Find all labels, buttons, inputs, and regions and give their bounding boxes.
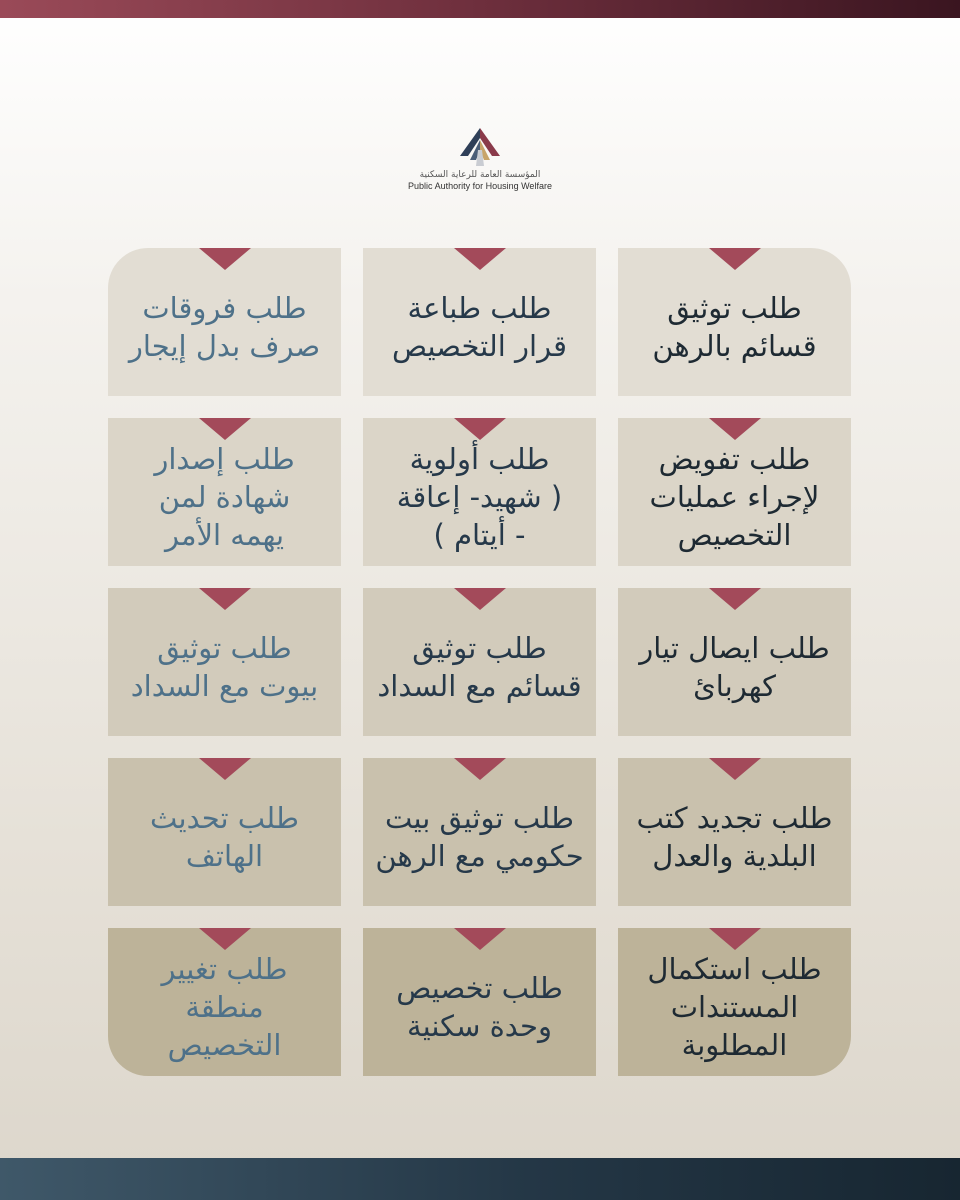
notch-marker [199,928,251,950]
service-label: طلب تغيير منطقة التخصيص [161,952,288,1062]
service-label: طلب توثيق بيت حكومي مع الرهن [375,801,584,873]
notch-marker [454,928,506,950]
notch-marker [709,418,761,440]
notch-marker [454,418,506,440]
service-card-government-house-mortgage[interactable] [363,758,596,906]
service-label: طلب استكمال المستندات المطلوبة [647,952,822,1062]
service-card-renew-municipality-letters[interactable] [618,758,851,906]
notch-marker [454,758,506,780]
service-card-rent-allowance-differences[interactable] [108,248,341,396]
service-card-plot-verification-with-payment[interactable] [363,588,596,736]
service-card-priority-request[interactable] [363,418,596,566]
notch-marker [199,588,251,610]
notch-marker [709,248,761,270]
service-label: طلب ايصال تيار كهربائ [639,631,830,703]
notch-marker [454,588,506,610]
notch-marker [199,248,251,270]
service-card-house-verification-with-payment[interactable] [108,588,341,736]
services-grid [108,248,852,1080]
service-label: طلب أولوية ( شهيد- إعاقة - أيتام ) [396,442,563,552]
brand-name-english: Public Authority for Housing Welfare [408,181,552,191]
notch-marker [454,248,506,270]
service-label: طلب توثيق قسائم مع السداد [377,631,582,703]
service-label: طلب إصدار شهادة لمن يهمه الأمر [154,442,295,552]
service-label: طلب تخصيص وحدة سكنية [396,971,563,1043]
service-card-complete-documents[interactable] [618,928,851,1076]
notch-marker [199,418,251,440]
logo-mark-icon [456,126,504,168]
service-card-print-allocation-decision[interactable] [363,248,596,396]
service-card-update-phone[interactable] [108,758,341,906]
service-card-allocation-authorization[interactable] [618,418,851,566]
notch-marker [709,928,761,950]
service-label: طلب تحديث الهاتف [150,801,299,873]
brand-name-arabic: المؤسسة العامة للرعاية السكنية [419,170,541,180]
service-label: طلب فروقات صرف بدل إيجار [128,291,321,363]
notch-marker [709,588,761,610]
notch-marker [709,758,761,780]
service-card-change-allocation-area[interactable] [108,928,341,1076]
notch-marker [199,758,251,780]
service-label: طلب توثيق قسائم بالرهن [652,291,817,363]
logo [380,126,580,206]
service-card-to-whom-it-may-concern[interactable] [108,418,341,566]
service-card-housing-unit-allocation[interactable] [363,928,596,1076]
bottom-accent-bar [0,1158,960,1200]
service-card-electricity-connection[interactable] [618,588,851,736]
service-label: طلب توثيق بيوت مع السداد [130,631,319,703]
service-label: طلب تفويض لإجراء عمليات التخصيص [649,442,820,552]
top-accent-bar [0,0,960,18]
service-card-mortgage-plot-verification[interactable] [618,248,851,396]
service-label: طلب تجديد كتب البلدية والعدل [636,801,833,873]
service-label: طلب طباعة قرار التخصيص [392,291,567,363]
